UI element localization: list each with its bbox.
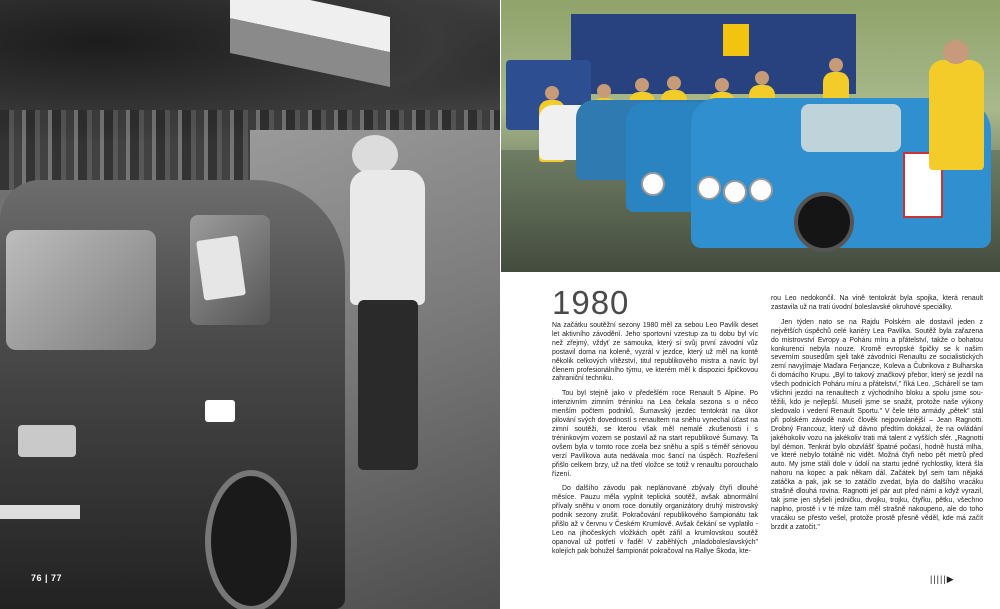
sponsor-sticker: [205, 400, 235, 422]
spot-lamp: [723, 180, 747, 204]
paragraph: Na začátku soutěžní sezony 1980 měl za sebou Leo Pavlík deset let aktivního závodění. Jeho sportovní vzestup za tu dobu byl víc než zřejmý, vždyť ze samouka, který si svůj první závodní vůz postavil doma na koleně, vyzrál v jezdce, který už měl na kontě několik celkových vítězství, titul republikového mistra a navíc byl členem profesionálního týmu, ve kterém měl k dispozici špičkovou zahraniční techniku.: [552, 322, 758, 383]
spot-lamp: [641, 172, 665, 196]
start-number-plate: [196, 235, 246, 300]
windscreen: [801, 104, 901, 152]
team-trailer: [571, 14, 856, 94]
renault-logo-icon: [723, 24, 749, 56]
rear-window: [6, 230, 156, 350]
next-page-arrow-icon: |||||▶: [930, 574, 955, 584]
flag-marshal: [330, 135, 440, 475]
spot-lamp: [697, 176, 721, 200]
driver-standing: [929, 60, 984, 170]
bumper-stripe: [0, 505, 80, 519]
front-wheel: [794, 192, 854, 252]
text-column-right: [771, 295, 983, 539]
spot-lamp: [749, 178, 773, 202]
paragraph: rou Leo nedokončil. Na vině tentokrát byla spojka, která renault zastavila už na trati úvodní boleslavské okruhové speciálky.: [771, 295, 983, 311]
paragraph: Tou byl stejně jako v předešlém roce Renault 5 Alpine. Po intenzivním zimním tréninku na Lea čekala sezona s o něco menším počtem podniků. Šumavský jezdec tentokrát na úkor pilování svých dovedností s renaultem na sněhu vynechal účast na zimní soutěži, se kterou však měl nemalé zkušenosti i s tréninkovým vozem se postavil až na start republikové Šumavy. Ta ovšem byla v tomto roce zcela bez sněhu a spíš s téměř sériovou verzí Pavlíkova auta nedávala moc šancí na úspěch. Rozřešení přišlo celkem brzy, už na třetí vložce se totiž v renaultu porouchalo řízení.: [552, 390, 758, 478]
chapter-year: 1980: [552, 284, 630, 321]
paragraph: Jen týden nato se na Rajdu Polském ale dostavil jeden z největších úspěchů celé kariéry Lea Pavlíka. Soutěž byla zařazena do mistrovství Evropy a Poháru míru a přátelství, takže o bohatou konkurenci nebyla nouze. Kromě evropské špičky se k našim severním sousedům sjeli také závodníci Renaultu ze socialistických zemí navyjímaje Maďara Ferjancze, Koleva a Čubrikova z Bulharska či domácího Krupu. „Byl to takový značkový přebor, který se jezdil na všech podnicích Poháru míru a přátelství," říká Leo. „Schárelí se tam všichni jezdci na renaultech z východního bloku a spolu jsme sou-těžili, kdo je nejlepší. Museli jsme se snažit, protože naše výkony sledovalo i vedení Renault Sportu." V čele této armády „pětek" stál při polském závodě navíc člověk nejpovolanější – Jean Ragnotti. Drobný Francouz, který už dávno předtím dokázal, že na ovládání jakéhokoliv vozu na jakékoliv trati má talent z vyšších sfér. „Ragnotti byl démon. Tenkrát bylo obzvlášť špatné počasí, hodně hustá mlha, ve které nebylo totálně nic vidět. Možná čtyři nebo pět metrů před auto. My jsme stáli dole v údolí na startu jedné rychlostky, která šla nahoru na kopec a pak někam dál. Začátek byl sem tam nějaká zatáčka a pak, jak se to zatáčlo zvedat, byla do dalšího vracáku strašně dlouhá rovina. Ragnotti jel pár aut před námi a když vyrazil, tak jsme jen slyšeli jedničku, dvojku, trojku, čtyřku, pětku, všechno naplno, prostě i v té mlze tam měl strašně nakoupeno, ale do toho vracáku se přesto vešel, protože prostě přesně věděl, kde má začít brzdit a zatočit.": [771, 318, 983, 531]
tail-light: [18, 425, 76, 457]
text-column-left: [552, 322, 758, 563]
paragraph: Do dalšího závodu pak neplánované zbývaly čtyři dlouhé měsíce. Pauzu měla vyplnit teplická soutěž, avšak abnormální přívaly sněhu v onom roce donutily organizátory druhý mistrovský podnik sezony zrušit. Pokračování republikového šampionátu tak přišlo až v červnu v Českém Krumlově. Avšak čekání se vyplatilo - Leo na jihočeských vložkách opět zářil a krumlovskou soutěž opanoval už potřetí v řadě! V zaběhlých „mladoboleslavských" kolejích pak bohužel šampionát pokračoval na Rallye Škoda, kte-: [552, 485, 758, 555]
rear-wheel: [205, 470, 297, 609]
page-numbers: 76 | 77: [31, 573, 63, 583]
team-photo: [501, 0, 1000, 272]
